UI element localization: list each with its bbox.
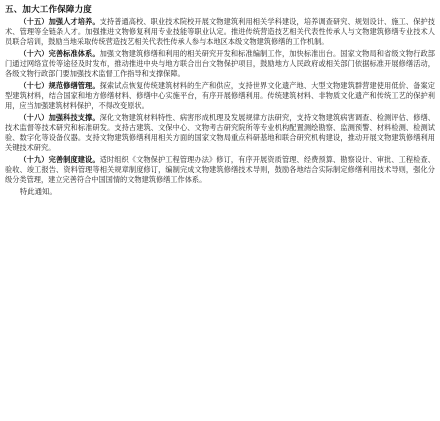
paragraph-repair-management: [5, 81, 435, 111]
item-number: （十八）: [19, 113, 49, 122]
item-text: 深化文物建筑材料特性、病害形成机理及发展规律方法研究，支持文物建筑病害调查、检测评估、修缮、技术监督等技术研究和标准研发。支持古建筑、文保中心、文物考古研究院所等专业机构配置测绘勘察、监测预警、材料检测、检测试验、数字化等设备仪器。支持文物建筑修缮利用相关方面的国家文物局重点科研基地和联合研究机构建设，推动开展文物建筑修缮利用关键技术研究。: [5, 113, 435, 152]
item-number: （十九）: [19, 155, 49, 164]
paragraph-talent-training: [5, 17, 435, 47]
document-body: [5, 4, 435, 197]
item-number: （十七）: [19, 81, 49, 90]
item-text: 探索试点恢复传统建筑材料的生产和供应，支持世界文化遗产地、大型文物建筑群营建使用低价、备案定型建筑材料，结合国家和地方修缮材料、修缮中心实施平台，有序开展修缮利用。传统建筑材料、非物质文化遗产和传统工艺的保护利用，应当加强建筑材料保护，不得改变原状。: [5, 81, 435, 110]
paragraph-standards-system: [5, 49, 435, 79]
section-title: 五、加大工作保障力度: [5, 5, 93, 15]
paragraph-system-building: [5, 155, 435, 185]
item-heading: 完善标准体系。: [48, 49, 100, 58]
item-number: （十五）: [19, 17, 49, 26]
item-heading: 完善制度建设。: [48, 155, 100, 164]
item-heading: 规范修缮管理。: [48, 81, 100, 90]
item-text: 支持普通高校、职业技术院校开展文物建筑利用相关学科建设，培养调查研究、规划设计、施工、保护技术、管理等全链条人才。加强推进文物修复利用专业技能等职业认定。推进传统营造技艺相关代表性传承人与文物建筑修缮专业技术人员联合培训，鼓励当地采取传统营造技艺相关代表性传承人参与本地区本级文物建筑修缮的工作机制。: [5, 17, 435, 46]
item-heading: 加强人才培养。: [48, 17, 100, 26]
item-number: （十六）: [19, 49, 49, 58]
closing-line: 特此通知。: [19, 187, 57, 196]
item-text: 适时组织《文物保护工程管理办法》修订，有序开展资质管理、经费预算、勘察设计、审批、工程检查、验收、竣工报告、资料管理等相关规章制度修订，编制完成文物建筑修缮技术导则，鼓励各地结合实际制定修缮利用技术导则，强化分级分类管理，建立完善符合中国国情的文物建筑修缮工作体系。: [5, 155, 435, 184]
paragraph-tech-support: [5, 113, 435, 153]
item-heading: 加强科技支撑。: [48, 113, 100, 122]
item-text: 加强文物建筑修缮和利用的相关研究开发和标准编制工作，加快标准出台。国家文物局和省级文物行政部门通过网络宣传等途径及时发布，推动推进中央与地方联合出台文物保护项目，鼓励地方人民政府或相关部门依据标准开展修缮活动，各级文物行政部门要加强技术监督工作指导和支撑保障。: [5, 49, 435, 78]
